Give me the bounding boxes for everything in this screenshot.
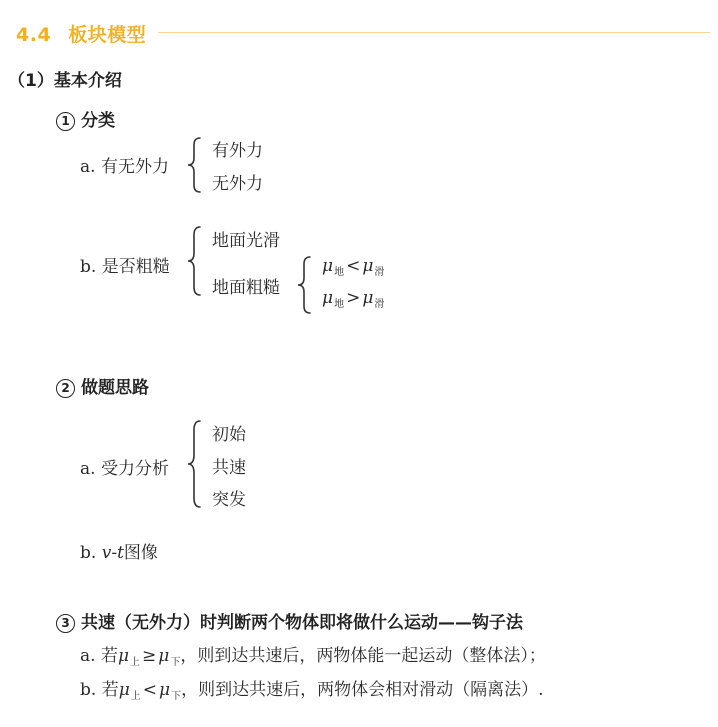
option-with-force: 有外力 xyxy=(212,141,263,161)
circled-number: 3 xyxy=(56,614,75,633)
option-smooth-ground: 地面光滑 xyxy=(212,231,280,251)
option-without-force: 无外力 xyxy=(212,174,263,194)
circled-number: 2 xyxy=(56,379,75,398)
section-number: 4.4 xyxy=(16,24,52,46)
option-sudden: 突发 xyxy=(212,490,246,510)
formula-mu-ground-less: $\mu_地 < \mu_滑$ xyxy=(322,256,385,278)
hook-case-b: b. 若$\mu_上 < \mu_下$，则到达共速后，两物体会相对滑动（隔离法）. xyxy=(80,680,544,702)
subheading-title: 共速（无外力）时判断两个物体即将做什么运动——钩子法 xyxy=(81,613,523,633)
formula-mu-ground-greater: $\mu_地 > \mu_滑$ xyxy=(322,288,385,310)
option-initial: 初始 xyxy=(212,425,246,445)
subheading-title: 分类 xyxy=(81,111,115,131)
subheading-approach xyxy=(56,373,149,398)
heading-basic-intro: （1）基本介绍 xyxy=(8,71,122,91)
section-divider xyxy=(158,32,710,33)
subheading-hook-method xyxy=(56,608,523,633)
brace xyxy=(186,226,202,296)
section-header xyxy=(16,20,146,47)
subheading-classification xyxy=(56,106,115,131)
circled-number: 1 xyxy=(56,112,75,131)
brace xyxy=(186,137,202,193)
option-common-velocity: 共速 xyxy=(212,458,246,478)
brace xyxy=(186,420,202,508)
option-rough-ground: 地面粗糙 xyxy=(212,278,280,298)
section-title: 板块模型 xyxy=(68,24,147,46)
item-vt-graph: b. v-t图像 xyxy=(80,543,158,563)
hook-case-a: a. 若$\mu_上 \ge \mu_下$，则到达共速后，两物体能一起运动（整体法）； xyxy=(80,646,546,668)
item-label: b. 是否粗糙 xyxy=(80,257,170,277)
brace xyxy=(296,256,312,314)
item-label: a. 有无外力 xyxy=(80,157,169,177)
subheading-title: 做题思路 xyxy=(81,378,149,398)
item-label: a. 受力分析 xyxy=(80,459,169,479)
